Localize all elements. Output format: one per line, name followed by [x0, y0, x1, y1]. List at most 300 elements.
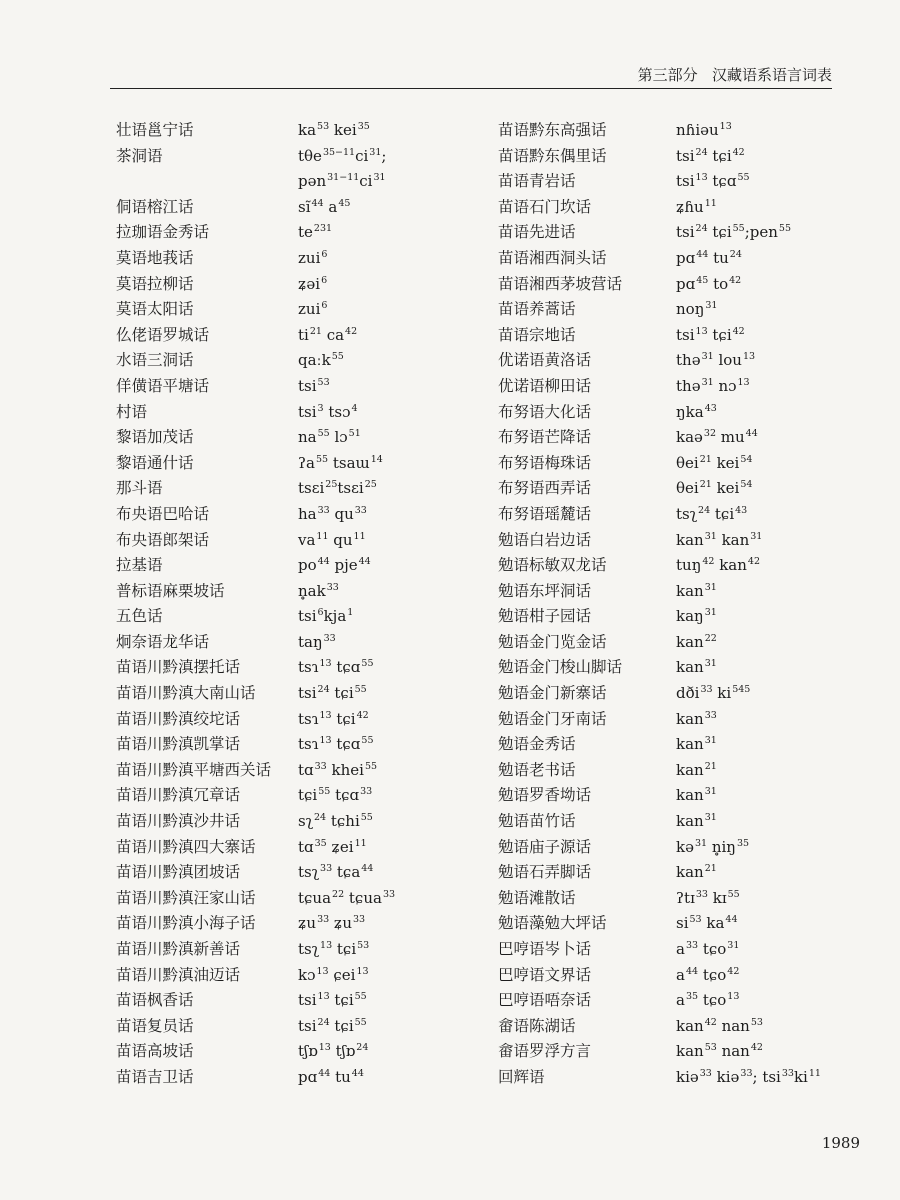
language-name: 苗语川黔滇新善话 [116, 940, 241, 958]
tone-number: 33 [781, 1067, 794, 1079]
tone-number: 33 [323, 632, 336, 644]
language-name: 苗语宗地话 [498, 325, 576, 344]
form-segment: tɕi [707, 223, 732, 242]
phonetic-form [676, 630, 717, 656]
phonetic-form [676, 246, 742, 272]
language-name: 黎语通什话 [116, 453, 194, 472]
language-name: 勉语老书话 [498, 760, 576, 779]
language-name: 勉语柑子园话 [498, 607, 592, 626]
form-segment: kja [323, 607, 347, 626]
form-segment: tʃɒ [298, 1042, 318, 1061]
language-name: 布央语巴哈话 [116, 504, 210, 523]
form-segment: va [298, 530, 316, 549]
form-segment: tsʅ [298, 863, 320, 882]
phonetic-form [676, 476, 752, 502]
phonetic-form [298, 528, 366, 554]
phonetic-form [298, 476, 377, 502]
language-name: 苗语养蒿话 [498, 300, 576, 319]
entry-row [498, 118, 898, 144]
tone-number: 33 [353, 914, 366, 926]
tone-number: 13 [356, 965, 369, 977]
form-segment: tɕɑ [331, 735, 361, 754]
phonetic-form [298, 732, 374, 758]
form-segment: tɕi [331, 709, 356, 728]
phonetic-form [676, 886, 740, 912]
form-segment: kaŋ [676, 607, 704, 626]
tone-number: 42 [747, 556, 761, 568]
tone-number: 54 [740, 479, 753, 491]
form-segment: tsaɯ [328, 453, 370, 472]
form-segment: tɑ [298, 760, 314, 779]
form-segment: tsʅ [298, 940, 320, 958]
tone-number: 55 [316, 453, 329, 465]
form-segment: pɑ [298, 1067, 318, 1086]
tone-number: 31 [704, 658, 717, 670]
tone-number: 55 [727, 888, 740, 900]
tone-number: 31 [704, 607, 717, 619]
phonetic-form [676, 348, 755, 374]
phonetic-form [676, 655, 717, 681]
tone-number: 31 [701, 351, 714, 363]
phonetic-form [298, 911, 365, 937]
phonetic-form [676, 732, 717, 758]
form-segment: kə [676, 837, 694, 856]
form-segment: tɕua [344, 888, 382, 907]
form-segment: nɔ [713, 376, 737, 395]
tone-number: 6 [317, 607, 324, 619]
tone-number: 31 [704, 812, 717, 824]
form-segment: a [676, 940, 685, 958]
tone-number: 25 [325, 479, 338, 491]
form-segment: nan [716, 1016, 750, 1035]
language-name: 勉语金秀话 [498, 735, 576, 754]
phonetic-form [298, 604, 353, 630]
phonetic-form [298, 860, 373, 886]
form-segment: tsi [298, 991, 317, 1010]
tone-number: 42 [704, 1016, 717, 1028]
entry-row [498, 707, 898, 733]
tone-number: 11 [354, 837, 367, 849]
form-segment: kan [676, 786, 704, 805]
form-segment: kan [676, 1042, 704, 1061]
phonetic-form [298, 783, 372, 809]
tone-number: 24 [314, 812, 327, 824]
phonetic-form [298, 835, 367, 861]
tone-number: 545 [732, 684, 751, 696]
entry-row [498, 297, 898, 323]
entry-row [116, 1039, 496, 1065]
tone-number: 44 [696, 248, 709, 260]
entry-row [498, 169, 898, 195]
language-name: 炯奈语龙华话 [116, 632, 210, 651]
entry-row [116, 835, 496, 861]
language-name: 苗语复员话 [116, 1016, 194, 1035]
form-segment: ʑei [326, 837, 354, 856]
phonetic-form [298, 681, 367, 707]
form-segment: tsɿ [298, 658, 319, 677]
form-segment: nɦiəu [676, 121, 719, 139]
form-segment: tɕa [332, 863, 361, 882]
phonetic-form [676, 1014, 763, 1040]
language-name: 巴哼语岑卜话 [498, 940, 592, 958]
phonetic-form [298, 1065, 364, 1091]
language-name: 苗语川黔滇绞坨话 [116, 709, 241, 728]
phonetic-form [676, 272, 741, 298]
tone-number: 33 [326, 581, 339, 593]
language-name: 巴哼语文界话 [498, 965, 592, 984]
tone-number: 13 [695, 325, 708, 337]
language-name: 巴哼语唔奈话 [498, 991, 592, 1010]
form-segment: tɕhi [326, 812, 360, 831]
tone-number: 31 [727, 940, 740, 951]
tone-number: 33 [740, 1067, 753, 1079]
language-name: 那斗语 [116, 479, 163, 498]
language-name: 勉语藻勉大坪话 [498, 914, 607, 933]
entry-row [498, 400, 898, 426]
page-number: 1989 [821, 1134, 860, 1152]
tone-number: 31 [704, 530, 717, 542]
language-name: 苗语川黔滇凯掌话 [116, 735, 241, 754]
form-segment: ka [701, 914, 725, 933]
entry-row [498, 732, 898, 758]
entry-row [498, 476, 898, 502]
form-segment: n̥iŋ [707, 837, 736, 856]
form-segment: kiə [676, 1067, 699, 1086]
form-segment: tsi [298, 684, 317, 703]
tone-number: 43 [735, 504, 748, 516]
tone-number: 55 [317, 428, 330, 440]
tone-number: 24 [317, 684, 330, 696]
entry-row [116, 655, 496, 681]
entry-row [498, 681, 898, 707]
tone-number: 42 [732, 325, 745, 337]
language-name: 勉语标敏双龙话 [498, 556, 607, 575]
form-segment: pən [298, 172, 327, 191]
entry-row [116, 272, 496, 298]
form-segment: kan [716, 530, 750, 549]
phonetic-form [298, 502, 367, 528]
form-segment: lɔ [329, 428, 348, 447]
tone-number: 55 [778, 223, 792, 235]
language-name: 苗语川黔滇平塘西关话 [116, 760, 272, 779]
language-name: 布努语西弄话 [498, 479, 592, 498]
form-segment: tɕɑ [707, 172, 737, 191]
form-segment: qu [329, 504, 354, 523]
tone-number: 11 [316, 530, 329, 542]
phonetic-form [298, 400, 358, 426]
form-segment: θei [676, 453, 699, 472]
entry-row [116, 502, 496, 528]
form-segment: po [298, 556, 317, 575]
tone-number: 13 [319, 735, 332, 747]
entry-row [498, 937, 898, 963]
entry-row [116, 732, 496, 758]
entry-row [498, 451, 898, 477]
phonetic-form [298, 937, 369, 963]
phonetic-form [298, 425, 361, 451]
tone-number: 32 [703, 428, 717, 440]
phonetic-form [298, 963, 369, 989]
form-segment: kei [329, 121, 357, 139]
phonetic-form [298, 758, 377, 784]
tone-number: 31 [704, 581, 717, 593]
language-name: 苗语川黔滇小海子话 [116, 914, 256, 933]
entry-row [498, 579, 898, 605]
language-name: 莫语地莪话 [116, 248, 194, 267]
phonetic-form [676, 451, 752, 477]
form-segment: tsi [676, 223, 695, 242]
language-name: 苗语川黔滇团坡话 [116, 863, 241, 882]
phonetic-form [676, 323, 745, 349]
form-segment: qu [328, 530, 353, 549]
form-segment: kei [711, 453, 740, 472]
entry-row [498, 246, 898, 272]
entry-row [116, 783, 496, 809]
form-segment: ʔa [298, 453, 315, 472]
tone-number: 31 [369, 146, 382, 158]
language-name: 仫佬语罗城话 [116, 325, 210, 344]
entry-row [498, 835, 898, 861]
tone-number: 31 [750, 530, 763, 542]
tone-number: 24 [317, 1016, 330, 1028]
tone-number: 35−11 [322, 146, 356, 158]
phonetic-form [676, 758, 717, 784]
entry-row [116, 809, 496, 835]
tone-number: 42 [727, 965, 740, 977]
language-name: 茶洞语 [116, 146, 163, 165]
language-name: 布央语郎架话 [116, 530, 210, 549]
entry-row [498, 630, 898, 656]
entry-row [498, 502, 898, 528]
form-segment: tsi [676, 146, 695, 165]
entry-row [498, 911, 898, 937]
entry-row [116, 195, 496, 221]
phonetic-form [298, 297, 327, 323]
language-name: 苗语川黔滇沙井话 [116, 812, 241, 831]
tone-number: 13 [727, 991, 740, 1003]
form-segment: tsi [676, 172, 695, 191]
form-segment: tsi [298, 376, 317, 395]
phonetic-form [676, 809, 717, 835]
form-segment: nan [716, 1042, 750, 1061]
tone-number: 44 [358, 556, 371, 568]
entry-row [498, 220, 898, 246]
phonetic-form [298, 1039, 368, 1065]
phonetic-form [298, 118, 370, 144]
tone-number: 11 [704, 197, 717, 209]
tone-number: 53 [317, 376, 330, 388]
form-segment: ŋka [676, 402, 704, 421]
form-segment: kan [676, 863, 704, 882]
form-segment: ki [793, 1067, 808, 1086]
form-segment: ʑɦu [676, 197, 704, 216]
entry-row [498, 860, 898, 886]
tone-number: 21 [704, 863, 717, 875]
form-segment: pɑ [676, 274, 696, 293]
tone-number: 33 [382, 888, 396, 900]
form-segment: kei [711, 479, 740, 498]
entry-row [498, 988, 898, 1014]
phonetic-form [676, 195, 717, 221]
tone-number: 55 [318, 786, 331, 798]
language-name: 村语 [116, 402, 148, 421]
tone-number: 6 [321, 300, 328, 312]
tone-number: 21 [699, 479, 712, 491]
tone-number: 25 [364, 479, 377, 491]
form-segment: tsɛi [298, 479, 325, 498]
entry-row [116, 963, 496, 989]
form-segment: ʑu [329, 914, 352, 933]
phonetic-form [298, 144, 386, 170]
tone-number: 44 [685, 965, 699, 977]
tone-number: 21 [704, 760, 717, 772]
tone-number: 31 [373, 172, 386, 184]
tone-number: 4 [351, 402, 358, 414]
tone-number: 21 [309, 325, 322, 337]
form-segment: tsɛi [337, 479, 364, 498]
phonetic-form [298, 553, 371, 579]
form-segment: tu [708, 248, 729, 267]
language-name: 普标语麻栗坡话 [116, 581, 225, 600]
form-segment: mu [716, 428, 745, 447]
language-name: 莫语拉柳话 [116, 274, 194, 293]
tone-number: 22 [332, 888, 345, 900]
phonetic-form [298, 886, 395, 912]
form-segment: kɪ [707, 888, 727, 907]
tone-number: 55 [361, 658, 374, 670]
phonetic-form [676, 860, 717, 886]
language-name: 苗语湘西洞头话 [498, 248, 607, 267]
form-segment: kan [676, 530, 704, 549]
form-segment: tɕua [298, 888, 332, 907]
entry-row [498, 886, 898, 912]
tone-number: 44 [725, 914, 738, 926]
form-segment: ti [298, 325, 309, 344]
language-name: 畲语陈湖话 [498, 1016, 576, 1035]
entry-row [116, 374, 496, 400]
language-name: 勉语东坪洞话 [498, 581, 592, 600]
form-segment: tsʅ [676, 504, 698, 523]
entry-row [116, 1014, 496, 1040]
entry-row [498, 783, 898, 809]
tone-number: 53 [357, 940, 370, 951]
tone-number: 231 [313, 223, 333, 235]
language-name: 优诺语黄洛话 [498, 351, 592, 370]
entry-row [116, 348, 496, 374]
form-segment: taŋ [298, 632, 323, 651]
entry-row [498, 604, 898, 630]
tone-number: 35 [357, 121, 370, 132]
form-segment: tɕo [698, 965, 727, 984]
tone-number: 55 [360, 812, 373, 824]
tone-number: 44 [317, 556, 330, 568]
tone-number: 44 [745, 428, 758, 440]
tone-number: 33 [317, 504, 330, 516]
language-name: 布努语瑶麓话 [498, 504, 592, 523]
phonetic-form [676, 835, 749, 861]
tone-number: 35 [685, 991, 699, 1003]
entry-row [116, 118, 496, 144]
phonetic-form [298, 272, 327, 298]
form-segment: si [676, 914, 689, 933]
language-name: 佯僙语平塘话 [116, 376, 210, 395]
entry-row [498, 348, 898, 374]
language-name: 壮语邕宁话 [116, 121, 194, 139]
tone-number: 45 [338, 197, 351, 209]
tone-number: 42 [732, 146, 745, 158]
tone-number: 13 [695, 172, 708, 184]
form-segment: sʅ [298, 812, 313, 831]
form-segment: zui [298, 300, 321, 319]
form-segment: tɕi [298, 786, 318, 805]
form-segment: tɕi [329, 1016, 354, 1035]
form-segment: tsɿ [298, 709, 319, 728]
tone-number: 13 [719, 121, 732, 132]
tone-number: 24 [695, 146, 708, 158]
tone-number: 13 [742, 351, 756, 363]
entry-row [498, 1065, 898, 1091]
tone-number: 33 [314, 760, 327, 772]
phonetic-form [676, 528, 762, 554]
entry-row [498, 758, 898, 784]
form-segment: tsi [298, 402, 317, 421]
form-segment: zui [298, 248, 321, 267]
form-segment: tsɔ [323, 402, 351, 421]
entry-row [498, 374, 898, 400]
header-part: 第三部分 [637, 66, 698, 84]
tone-number: 33 [317, 914, 330, 926]
form-segment: θei [676, 479, 699, 498]
form-segment: kan [676, 658, 704, 677]
language-name: 优诺语柳田话 [498, 376, 592, 395]
entry-row [498, 272, 898, 298]
form-segment: pje [329, 556, 358, 575]
form-segment: tsɿ [298, 735, 319, 754]
tone-number: 53 [689, 914, 702, 926]
tone-number: 42 [702, 556, 715, 568]
phonetic-form [298, 655, 374, 681]
language-name: 苗语川黔滇摆托话 [116, 658, 241, 677]
tone-number: 1 [347, 607, 354, 619]
tone-number: 33 [685, 940, 699, 951]
tone-number: 53 [317, 121, 330, 132]
tone-number: 55 [364, 760, 378, 772]
entry-row [498, 528, 898, 554]
entry-row [498, 655, 898, 681]
entry-row [116, 169, 496, 195]
tone-number: 24 [729, 248, 742, 260]
entry-row [116, 451, 496, 477]
tone-number: 13 [737, 376, 750, 388]
form-segment: a [323, 197, 338, 216]
tone-number: 51 [348, 428, 361, 440]
tone-number: 55 [737, 172, 750, 184]
language-name: 黎语加茂话 [116, 428, 194, 447]
form-segment: ; tsi [752, 1067, 781, 1086]
tone-number: 13 [319, 658, 332, 670]
entry-row [498, 195, 898, 221]
language-name: 苗语枫香话 [116, 991, 194, 1010]
phonetic-form [676, 681, 750, 707]
phonetic-form [298, 451, 383, 477]
phonetic-form [298, 630, 336, 656]
language-name: 苗语吉卫话 [116, 1067, 194, 1086]
form-segment: to [708, 274, 729, 293]
phonetic-form [676, 297, 717, 323]
entry-row [116, 425, 496, 451]
phonetic-form [676, 425, 758, 451]
phonetic-form [298, 195, 350, 221]
